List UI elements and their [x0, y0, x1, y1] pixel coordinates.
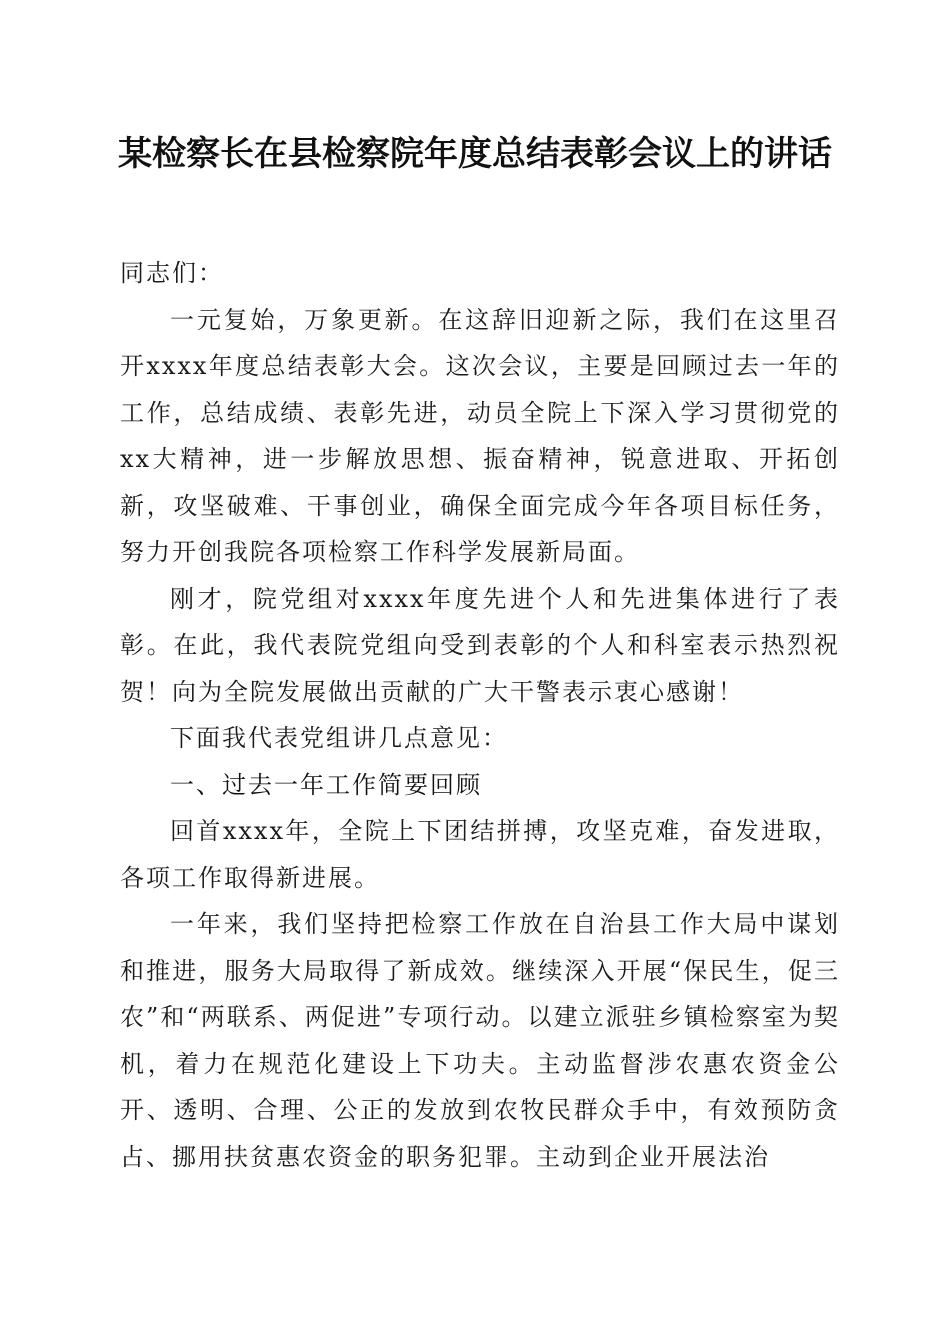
body-paragraph: 回首xxxx年，全院上下团结拼搏，攻坚克难，奋发进取，各项工作取得新进展。 [120, 817, 840, 892]
document-body [120, 250, 840, 1180]
salutation: 同志们： [120, 259, 224, 287]
section-heading: 一、过去一年工作简要回顾 [170, 770, 482, 799]
body-paragraph: 刚才，院党组对xxxx年度先进个人和先进集体进行了表彰。在此，我代表院党组向受到表彰的个人和科室表示热烈祝贺！向为全院发展做出贡献的广大干警表示衷心感谢！ [120, 584, 840, 706]
body-paragraph: 下面我代表党组讲几点意见： [170, 724, 508, 752]
body-paragraph: 一年来，我们坚持把检察工作放在自治县工作大局中谋划和推进，服务大局取得了新成效。继续深入开展“保民生，促三农”和“两联系、两促进”专项行动。以建立派驻乡镇检察室为契机，着力在规范化建设上下功夫。主动监督涉农惠农资金公开、透明、合理、公正的发放到农牧民群众手中，有效预防贪占、挪用扶贫惠农资金的职务犯罪。主动到企业开展法治 [120, 910, 840, 1171]
body-paragraph: 一元复始，万象更新。在这辞旧迎新之际，我们在这里召开xxxx年度总结表彰大会。这次会议，主要是回顾过去一年的工作，总结成绩、表彰先进，动员全院上下深入学习贯彻党的xx大精神，进一步解放思想、振奋精神，锐意进取、开拓创新，攻坚破难、干事创业，确保全面完成今年各项目标任务，努力开创我院各项检察工作科学发展新局面。 [120, 305, 840, 566]
document-title: 某检察长在县检察院年度总结表彰会议上的讲话 [118, 134, 832, 174]
